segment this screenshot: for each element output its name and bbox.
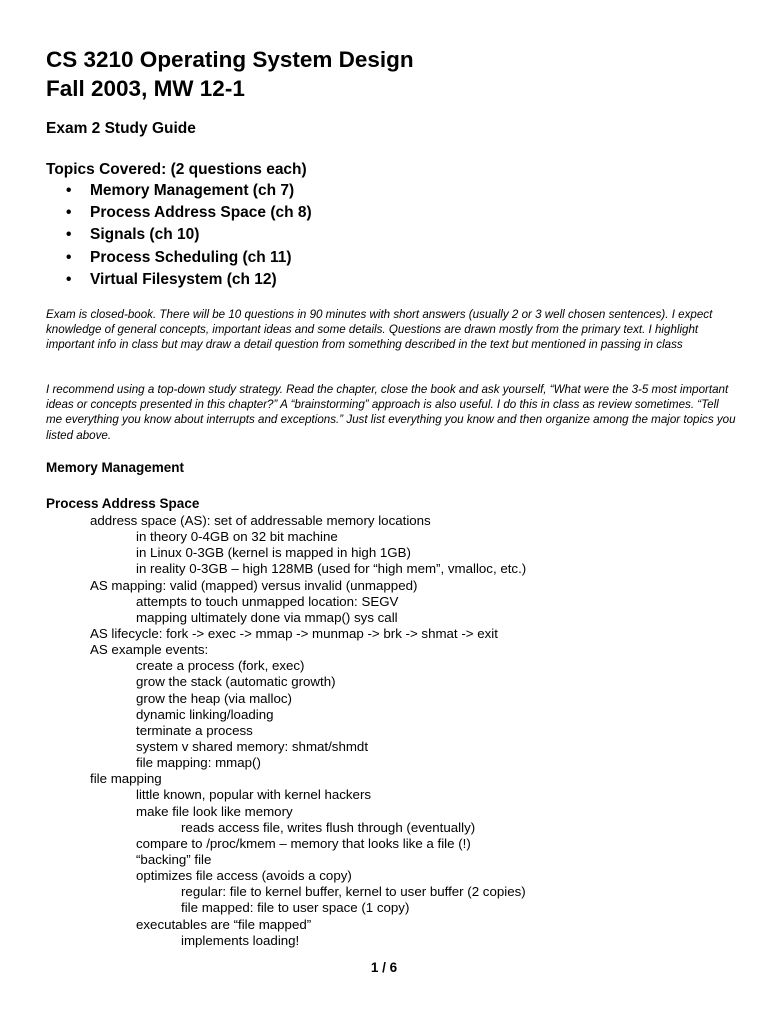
outline-item: file mapping — [90, 771, 162, 787]
topic-item — [46, 202, 312, 224]
outline-item: create a process (fork, exec) — [136, 658, 305, 674]
course-term: Fall 2003, MW 12-1 — [46, 76, 245, 101]
topic-label: Virtual Filesystem (ch 12) — [90, 270, 277, 288]
outline-item: in Linux 0-3GB (kernel is mapped in high 1GB) — [136, 545, 411, 561]
outline-item: in reality 0-3GB – high 128MB (used for “high mem”, vmalloc, etc.) — [136, 561, 527, 577]
outline-item: file mapped: file to user space (1 copy) — [181, 900, 410, 916]
page-number: 1 / 6 — [370, 960, 398, 975]
topic-item — [46, 180, 312, 202]
outline-item: make file look like memory — [136, 803, 293, 819]
outline-item: AS example events: — [90, 642, 209, 658]
outline-item: “backing” file — [136, 851, 212, 867]
outline-item: in theory 0-4GB on 32 bit machine — [136, 529, 338, 545]
section-heading-memory-management: Memory Management — [46, 460, 185, 475]
topic-item — [46, 247, 312, 269]
topic-label: Process Scheduling (ch 11) — [90, 248, 292, 266]
bullet-icon: • — [66, 204, 72, 222]
topic-label: Memory Management (ch 7) — [90, 182, 295, 199]
outline-item: mapping ultimately done via mmap() sys call — [136, 609, 398, 625]
exam-format-paragraph: Exam is closed-book. There will be 10 questions in 90 minutes with short answers (usually 2 or 3 well chosen sentences). I expect knowledge of general concepts, important ideas and some details. Questions are drawn mostly from the primary text. I highlight important info in class but may draw a detail question from something described in the text but mentioned in passing in class — [46, 308, 713, 352]
topic-item — [46, 269, 312, 291]
outline-item: little known, popular with kernel hackers — [136, 787, 372, 803]
topics-heading: Topics Covered: (2 questions each) — [46, 161, 307, 178]
bullet-icon: • — [66, 226, 72, 244]
section-heading-process-address-space: Process Address Space — [46, 496, 200, 511]
bullet-icon: • — [66, 182, 72, 199]
outline-item: attempts to touch unmapped location: SEGV — [136, 593, 399, 609]
guide-title: Exam 2 Study Guide — [46, 120, 196, 137]
outline-item: implements loading! — [181, 932, 300, 948]
outline-item: optimizes file access (avoids a copy) — [136, 868, 352, 884]
outline-item: compare to /proc/kmem – memory that looks like a file (!) — [136, 835, 471, 851]
topic-item — [46, 224, 312, 246]
topic-label: Signals (ch 10) — [90, 226, 200, 244]
outline-item: file mapping: mmap() — [136, 755, 261, 771]
outline-item: grow the stack (automatic growth) — [136, 674, 336, 690]
outline-item: executables are “file mapped” — [136, 916, 312, 932]
topic-label: Process Address Space (ch 8) — [90, 204, 312, 222]
outline-item: AS lifecycle: fork -> exec -> mmap -> munmap -> brk -> shmat -> exit — [90, 625, 498, 641]
address-space-outline — [46, 513, 526, 949]
outline-item: grow the heap (via malloc) — [136, 690, 292, 706]
outline-item: regular: file to kernel buffer, kernel to user buffer (2 copies) — [181, 884, 526, 900]
study-strategy-paragraph: I recommend using a top-down study strategy. Read the chapter, close the book and ask yourself, “What were the 3-5 most important ideas or concepts presented in this chapter?” A “brainstorming” approach is also useful. I do this in class as review sometimes. “Tell me everything you know about interrupts and exceptions.” Just list everything you know and then organize among the major topics you listed above. — [46, 383, 736, 442]
course-title: CS 3210 Operating System Design — [46, 47, 414, 72]
outline-item: address space (AS): set of addressable memory locations — [90, 513, 431, 528]
outline-item: AS mapping: valid (mapped) versus invalid (unmapped) — [90, 577, 418, 593]
topics-list — [46, 180, 312, 291]
outline-item: dynamic linking/loading — [136, 706, 274, 722]
outline-item: reads access file, writes flush through (eventually) — [181, 819, 476, 835]
bullet-icon: • — [66, 248, 72, 266]
outline-item: terminate a process — [136, 722, 253, 738]
bullet-icon: • — [66, 270, 72, 288]
outline-item: system v shared memory: shmat/shmdt — [136, 738, 369, 754]
